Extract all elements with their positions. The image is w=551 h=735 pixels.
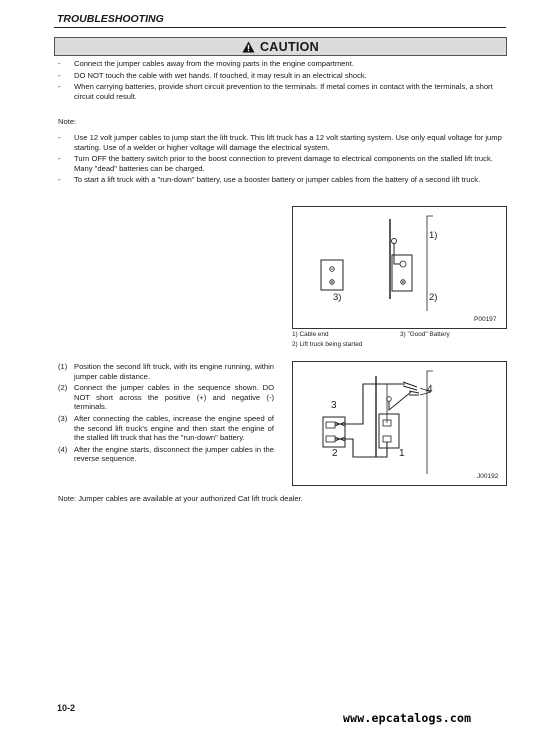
step-text: Position the second lift truck, with its engine running, within jumper cable distance. [74, 362, 274, 381]
caution-list [58, 59, 506, 103]
warning-triangle-icon [242, 41, 255, 53]
caution-banner [54, 37, 507, 56]
caution-item: - Connect the jumper cables away from the moving parts in the engine compartment. [58, 59, 506, 69]
caution-item: - When carrying batteries, provide short circuit prevention to the terminals. If metal comes in contact with the terminals, a short circuit could result. [58, 82, 506, 101]
page-number: 10-2 [57, 703, 76, 713]
step-text: After connecting the cables, increase the engine speed of the second lift truck's engine and then start the engine of the stalled lift truck that has the "run-down" battery. [74, 413, 274, 443]
figure1-callout-3: 3) [333, 292, 342, 303]
section-title: TROUBLESHOOTING [57, 13, 164, 25]
dealer-note: Note: Jumper cables are available at your authorized Cat lift truck dealer. [58, 494, 303, 503]
step-item [58, 445, 274, 464]
figure2-code: J00192 [477, 473, 499, 480]
figure1-legend-item-3: 3) "Good" Battery [400, 331, 450, 338]
step-number: (4) [58, 444, 68, 454]
step-text: After the engine starts, disconnect the jumper cables in the reverse sequence. [74, 444, 274, 464]
figure1-legend-item-2: 2) Lift truck being started [292, 341, 363, 348]
figure2-callout-4: 4 [427, 384, 433, 395]
figure2-callout-1: 1 [399, 448, 405, 459]
step-item [58, 362, 274, 381]
note-item: - To start a lift truck with a "run-down" battery, use a booster battery or jumper cables from the battery of a second lift truck. [58, 175, 506, 185]
note-list [58, 133, 506, 187]
note-item: - Use 12 volt jumper cables to jump start the lift truck. This lift truck has a 12 volt starting system. Use only equal voltage for jump starting. Use of a welder or higher voltage will damage the electrical system. [58, 133, 506, 152]
step-text: Connect the jumper cables in the sequence shown. DO NOT short across the positive (+) and negative (-) terminals. [74, 383, 274, 412]
procedure-steps [58, 362, 274, 466]
header-rule [54, 27, 506, 28]
figure1-callout-2: 2) [429, 292, 438, 303]
caution-title: CAUTION [259, 39, 320, 54]
step-item [58, 414, 274, 443]
caution-item: - DO NOT touch the cable with wet hands. If touched, it may result in an electrical shock. [58, 71, 506, 81]
figure2-callout-3: 3 [331, 400, 337, 411]
figure2-illustration [293, 362, 506, 485]
figure-jumper-cable-end [292, 206, 507, 329]
step-number: (1) [58, 362, 68, 371]
figure-jumper-sequence [292, 361, 507, 486]
step-number: (2) [58, 383, 68, 393]
website-watermark[interactable]: www.epcatalogs.com [343, 711, 472, 725]
figure1-illustration [293, 207, 506, 328]
figure1-callout-1: 1) [429, 230, 438, 241]
figure1-code: P00197 [474, 316, 497, 323]
step-item [58, 383, 274, 412]
note-item: - Turn OFF the battery switch prior to the boost connection to prevent damage to electrical components on the stalled lift truck. Many "dead" batteries can be charged. [58, 154, 506, 173]
figure1-legend-item-1: 1) Cable end [292, 331, 329, 338]
note-label: Note: [58, 117, 77, 126]
step-number: (3) [58, 413, 68, 423]
figure2-callout-2: 2 [332, 448, 338, 459]
